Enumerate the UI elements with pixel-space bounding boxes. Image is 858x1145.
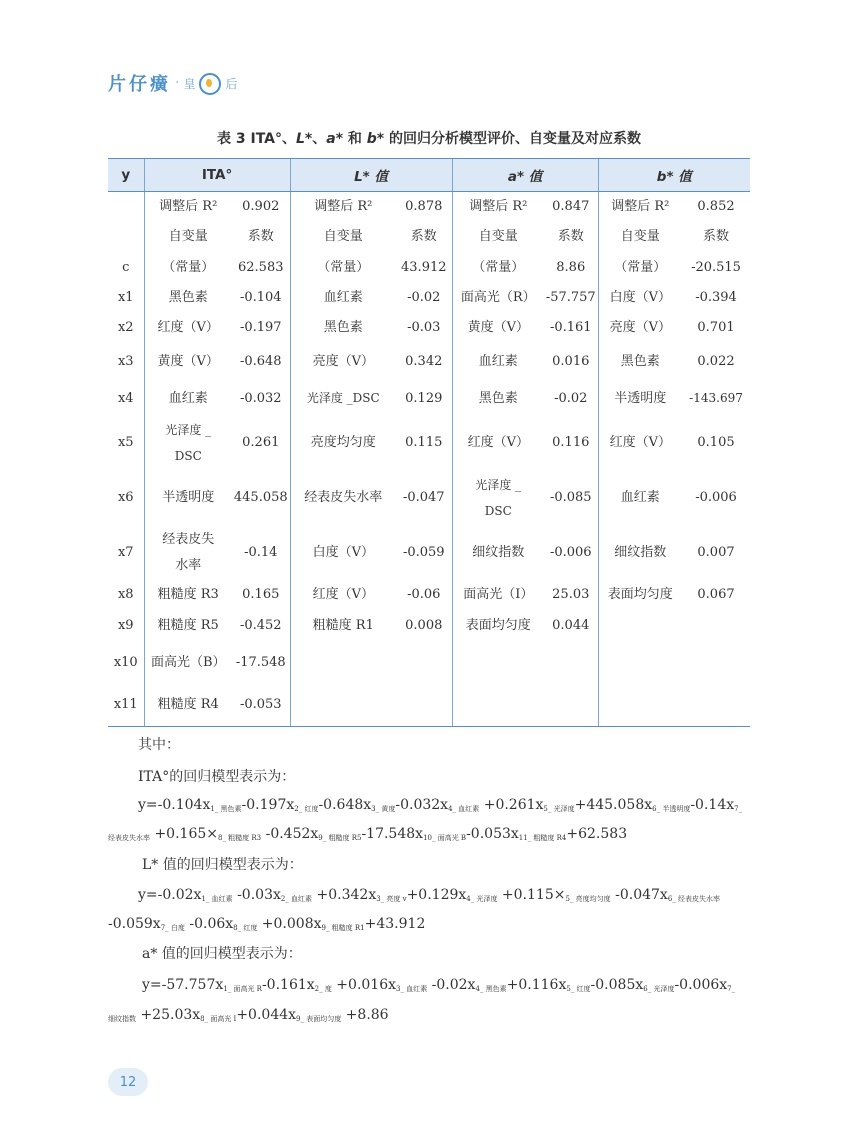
ita-equation-line2	[108, 823, 758, 849]
header-a: a* 值	[452, 159, 598, 192]
table-row	[108, 222, 750, 252]
variable-cell: 面高光（B）	[144, 641, 232, 684]
coefficient-cell: 0.067	[697, 587, 735, 602]
coefficient-cell: -0.648	[239, 353, 282, 369]
equation-term: -0.06x	[184, 916, 234, 932]
coefficient-cell	[396, 684, 452, 727]
coefficient-cell: -0.14	[244, 545, 278, 560]
variable-cell: 白度（V）	[290, 527, 396, 579]
equation-subscript: 5_ 亮度均匀度	[565, 895, 611, 903]
table-body	[108, 192, 750, 727]
equation-subscript: 2_ 血红素	[280, 895, 313, 903]
equation-term: +445.058x	[574, 797, 653, 813]
variable-cell	[598, 684, 682, 727]
variable-cell: 血红素	[598, 469, 682, 527]
equation-term: -17.548x	[361, 826, 424, 842]
coefficient-cell: 0.105	[697, 435, 735, 450]
variable-cell: 半透明度	[144, 469, 232, 527]
variable-cell: 血红素	[144, 380, 232, 417]
variable-cell: 调整后 R²	[290, 192, 396, 222]
variable-cell	[290, 641, 396, 684]
row-label-cell	[108, 222, 144, 252]
equation-subscript: 6_ 半透明度	[652, 805, 691, 813]
logo-sub-text: 皇	[183, 76, 196, 91]
variable-cell: 调整后 R²	[144, 192, 232, 222]
coefficient-cell: -0.006	[549, 545, 592, 560]
logo-separator: ·	[175, 75, 180, 91]
variable-cell: 面高光（I）	[452, 579, 544, 611]
equation-subscript: 1_ 血红素	[201, 895, 233, 903]
variable-cell: 细纹指数	[452, 527, 544, 579]
equation-subscript: 经表皮失水率	[108, 834, 150, 842]
equation-subscript: 7_	[734, 805, 743, 813]
coefficient-cell: 445.058	[233, 490, 288, 505]
equation-term: -0.02x	[427, 977, 476, 993]
row-label-cell: x5	[117, 435, 134, 450]
table-row	[108, 469, 750, 527]
equation-subscript: 8_ 红度	[233, 924, 258, 932]
variable-cell: 红度（V）	[598, 417, 682, 469]
equation-term: -0.006x	[674, 977, 728, 993]
variable-cell: 黑色素	[144, 283, 232, 313]
coefficient-cell: 8.86	[556, 259, 586, 275]
coefficient-cell: -0.104	[239, 290, 282, 305]
logo-emblem-icon	[199, 73, 221, 95]
variable-cell: 红度（V）	[290, 579, 396, 611]
variable-cell: 红度（V）	[144, 313, 232, 343]
variable-cell	[452, 684, 544, 727]
equation-term: +0.165×	[150, 826, 218, 842]
equation-term: -0.047x	[610, 887, 668, 903]
variable-cell	[290, 684, 396, 727]
variable-cell: 红度（V）	[452, 417, 544, 469]
variable-cell: 经表皮失 水率	[144, 527, 232, 579]
equation-term: +0.342x	[312, 887, 377, 903]
variable-cell	[598, 611, 682, 641]
coefficient-cell: -0.06	[407, 587, 441, 602]
variable-cell: 粗糙度 R5	[144, 611, 232, 641]
ita-equation-line1	[138, 794, 788, 820]
coefficient-cell: -0.032	[239, 390, 282, 406]
coefficient-cell: -0.006	[695, 490, 737, 505]
variable-cell: 半透明度	[598, 380, 682, 417]
variable-cell: （常量）	[598, 252, 682, 283]
equation-term: -0.032x	[395, 797, 449, 813]
equation-subscript: 7_ 白度	[160, 924, 185, 932]
coefficient-cell	[544, 684, 598, 727]
variable-cell: 面高光（R）	[452, 283, 544, 313]
variable-cell: 粗糙度 R4	[144, 684, 232, 727]
coefficient-cell: 0.902	[242, 199, 280, 215]
equation-term: -0.085x	[590, 977, 644, 993]
row-label-cell: x9	[117, 618, 134, 633]
header-ita: ITA°	[144, 159, 290, 192]
equation-term: +0.115×	[497, 887, 566, 903]
coefficient-cell: 0.878	[405, 199, 443, 215]
ita-model-intro: ITA°的回归模型表示为：	[138, 769, 296, 785]
variable-cell	[452, 641, 544, 684]
row-label-cell: x2	[117, 320, 134, 335]
equation-subscript: 3_ 亮度 v	[376, 895, 407, 903]
equation-subscript: 4_ 血红素	[448, 805, 480, 813]
equation-subscript: 细纹指数	[108, 1015, 136, 1023]
coefficient-cell: -0.053	[232, 684, 290, 727]
coefficient-cell: -17.548	[235, 654, 286, 670]
variable-cell: 亮度（V）	[598, 313, 682, 343]
row-label-cell: x8	[117, 587, 134, 602]
coefficient-cell: -0.03	[407, 320, 441, 335]
equation-term: -0.03x	[232, 887, 281, 903]
equation-subscript: 1_ 黑色素	[210, 805, 242, 813]
coefficient-cell: -0.047	[402, 490, 445, 505]
table-row	[108, 313, 750, 343]
table-row	[108, 343, 750, 380]
header-y: y	[108, 159, 144, 192]
equation-subscript: 6_ 经表皮失水率	[667, 895, 721, 903]
coefficient-cell	[682, 611, 750, 641]
coefficient-cell: 系数	[703, 229, 730, 244]
a-model-intro: a* 值的回归模型表示为：	[142, 946, 302, 962]
equation-subscript: 9_ 粗糙度 R1	[321, 924, 365, 932]
variable-cell: 调整后 R²	[452, 192, 544, 222]
coefficient-cell: -0.02	[407, 290, 441, 305]
logo-main-text: 片仔癀	[108, 74, 171, 95]
regression-table	[108, 158, 750, 727]
coefficient-cell: -0.452	[239, 618, 282, 633]
variable-cell: 白度（V）	[598, 283, 682, 313]
equation-term: +25.03x	[136, 1007, 201, 1023]
brand-logo	[108, 70, 237, 96]
equation-term: +0.016x	[331, 977, 397, 993]
coefficient-cell: 系数	[247, 229, 274, 244]
equation-term: +62.583	[566, 826, 628, 842]
equation-term: y=-57.757x	[142, 977, 224, 993]
equation-subscript: 2_ 度	[314, 985, 332, 993]
variable-cell: 粗糙度 R1	[290, 611, 396, 641]
variable-cell: 自变量	[144, 222, 232, 252]
coefficient-cell	[682, 641, 750, 684]
equation-subscript: 7_	[727, 985, 736, 993]
equation-subscript: 4_ 光泽度	[466, 895, 498, 903]
coefficient-cell: 0.129	[405, 390, 443, 406]
coefficient-cell: 0.115	[405, 435, 443, 450]
coefficient-cell: -57.757	[545, 290, 596, 305]
equation-subscript: 3_ 血红素	[396, 985, 428, 993]
equation-subscript: 9_ 表面均匀度	[296, 1015, 342, 1023]
coefficient-cell: 0.044	[552, 618, 590, 633]
page-number: 12	[108, 1068, 148, 1096]
header-b: b* 值	[598, 159, 750, 192]
coefficient-cell: 0.008	[405, 618, 443, 633]
table-row	[108, 611, 750, 641]
a-equation-line1	[142, 974, 792, 1000]
coefficient-cell: 43.912	[401, 259, 447, 275]
coefficient-cell	[544, 641, 598, 684]
table-row	[108, 579, 750, 611]
equation-term: -0.059x	[108, 916, 161, 932]
table-caption: 表 3 ITA°、L*、a* 和 b* 的回归分析模型评价、自变量及对应系数	[217, 131, 641, 147]
coefficient-cell: 0.342	[405, 353, 443, 369]
variable-cell: 自变量	[452, 222, 544, 252]
variable-cell: 表面均匀度	[452, 611, 544, 641]
equation-subscript: 5_ 光泽度	[543, 805, 575, 813]
equation-subscript: 2_ 红度	[294, 805, 319, 813]
equation-term: -0.161x	[261, 977, 315, 993]
table-row	[108, 641, 750, 684]
coefficient-cell: 系数	[557, 229, 584, 244]
equation-term: y=-0.02x	[138, 887, 202, 903]
variable-cell: 黄度（V）	[452, 313, 544, 343]
equation-term: -0.648x	[318, 797, 372, 813]
equation-term: +43.912	[364, 916, 426, 932]
variable-cell: 自变量	[290, 222, 396, 252]
equation-term: -0.452x	[261, 826, 319, 842]
variable-cell: （常量）	[144, 252, 232, 283]
variable-cell: （常量）	[290, 252, 396, 283]
equation-term: +0.008x	[257, 916, 322, 932]
equation-subscript: 8_ 面高光 I	[200, 1015, 237, 1023]
coefficient-cell: -0.161	[549, 320, 592, 335]
variable-cell: 血红素	[290, 283, 396, 313]
row-label-cell: x1	[117, 290, 134, 305]
row-label-cell: x10	[113, 654, 138, 670]
variable-cell: 黑色素	[290, 313, 396, 343]
coefficient-cell: 0.165	[242, 587, 280, 602]
equation-subscript: 9_ 粗糙度 R5	[318, 834, 362, 842]
table-header-row	[108, 159, 750, 192]
coefficient-cell: 0.016	[552, 353, 590, 369]
variable-cell: （常量）	[452, 252, 544, 283]
coefficient-cell: -0.085	[549, 490, 592, 505]
coefficient-cell: 0.852	[697, 199, 735, 215]
variable-cell: 光泽度 _ DSC	[144, 417, 232, 469]
variable-cell: 光泽度 _ DSC	[452, 469, 544, 527]
variable-cell: 黑色素	[598, 343, 682, 380]
a-equation-line2	[108, 1004, 758, 1030]
among-label: 其中：	[138, 737, 180, 753]
equation-term: +0.129x	[406, 887, 467, 903]
variable-cell	[598, 641, 682, 684]
coefficient-cell: 0.847	[552, 199, 590, 215]
row-label-cell: x7	[117, 545, 134, 560]
variable-cell: 亮度均匀度	[290, 417, 396, 469]
equation-term: -0.053x	[466, 826, 519, 842]
equation-term: +0.116x	[506, 977, 567, 993]
coefficient-cell: 0.007	[697, 545, 735, 560]
equation-subscript: 11_ 粗糙度 R4	[518, 834, 567, 842]
coefficient-cell	[396, 641, 452, 684]
coefficient-cell: 62.583	[238, 259, 284, 275]
l-equation-line1	[138, 884, 788, 910]
variable-cell: 自变量	[598, 222, 682, 252]
equation-term: -0.14x	[690, 797, 735, 813]
equation-subscript: 10_ 面高光 B	[423, 834, 467, 842]
equation-subscript: 1_ 面高光 R	[223, 985, 262, 993]
variable-cell: 粗糙度 R3	[144, 579, 232, 611]
coefficient-cell: -0.02	[554, 390, 588, 406]
equation-term: y=-0.104x	[138, 797, 211, 813]
table-row	[108, 684, 750, 727]
variable-cell: 经表皮失水率	[290, 469, 396, 527]
coefficient-cell: -143.697	[689, 390, 743, 405]
equation-term: -0.197x	[241, 797, 295, 813]
table-row	[108, 283, 750, 313]
row-label-cell: x6	[117, 490, 134, 505]
variable-cell: 调整后 R²	[598, 192, 682, 222]
table-row	[108, 417, 750, 469]
coefficient-cell	[682, 684, 750, 727]
equation-subscript: 4_ 黑色素	[475, 985, 507, 993]
coefficient-cell: 系数	[410, 229, 437, 244]
coefficient-cell: 0.022	[697, 353, 735, 369]
header-l: L* 值	[290, 159, 452, 192]
variable-cell: 血红素	[452, 343, 544, 380]
row-label-cell: x11	[108, 684, 144, 727]
coefficient-cell: -20.515	[691, 259, 741, 275]
table-row	[108, 527, 750, 579]
table-row	[108, 192, 750, 222]
equation-subscript: 5_ 红度	[566, 985, 591, 993]
variable-cell: 细纹指数	[598, 527, 682, 579]
coefficient-cell: 0.701	[697, 320, 735, 335]
coefficient-cell: -0.197	[239, 320, 282, 335]
variable-cell: 黄度（V）	[144, 343, 232, 380]
equation-term: +8.86	[341, 1007, 389, 1023]
coefficient-cell: 0.261	[242, 435, 280, 450]
logo-sub-text-2: 后	[225, 76, 238, 91]
coefficient-cell: -0.059	[402, 545, 445, 560]
variable-cell: 亮度（V）	[290, 343, 396, 380]
row-label-cell: c	[122, 259, 130, 275]
variable-cell: 黑色素	[452, 380, 544, 417]
table-row	[108, 252, 750, 283]
coefficient-cell: -0.394	[695, 290, 737, 305]
l-model-intro: L* 值的回归模型表示为：	[142, 857, 303, 873]
coefficient-cell: 25.03	[552, 587, 590, 602]
equation-subscript: 8_ 粗糙度 R3	[218, 834, 262, 842]
row-label-cell	[108, 192, 144, 222]
equation-term: +0.044x	[236, 1007, 297, 1023]
coefficient-cell: 0.116	[552, 435, 590, 450]
variable-cell: 表面均匀度	[598, 579, 682, 611]
equation-term: +0.261x	[479, 797, 544, 813]
table-row	[108, 380, 750, 417]
equation-subscript: 6_ 光泽度	[643, 985, 675, 993]
row-label-cell: x4	[117, 390, 134, 406]
equation-subscript: 3_ 黄度	[371, 805, 396, 813]
l-equation-line2	[108, 913, 758, 939]
variable-cell: 光泽度 _DSC	[290, 380, 396, 417]
row-label-cell: x3	[117, 353, 134, 369]
